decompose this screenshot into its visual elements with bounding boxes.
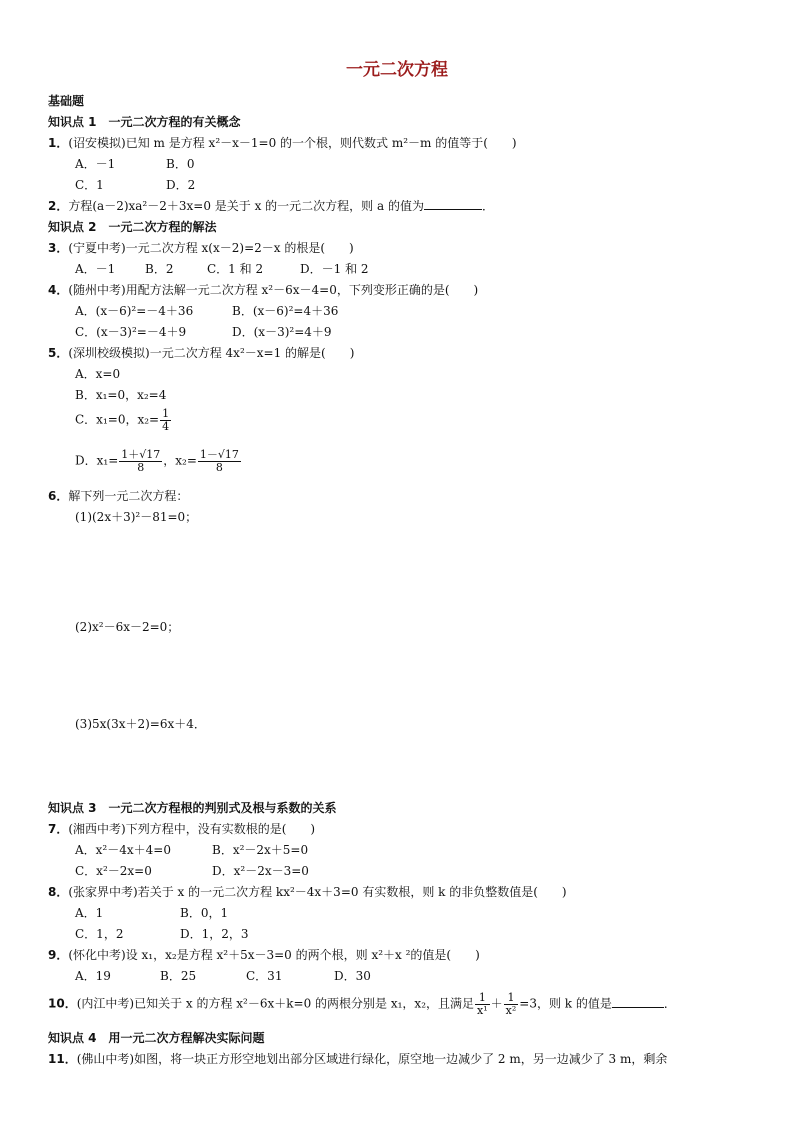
option-d xyxy=(75,449,242,473)
question-4 xyxy=(48,283,478,297)
option-c: C．(x－3)²=－4＋9 xyxy=(75,325,187,339)
question-number: 2． xyxy=(48,199,69,213)
fraction xyxy=(119,449,162,473)
numerator: 1 xyxy=(162,407,170,420)
question-text: (诏安模拟)已知 m 是方程 x²－x－1=0 的一个根，则代数式 m²－m 的值等于( ) xyxy=(68,136,517,150)
option-b: B．0 xyxy=(166,157,195,171)
page-title: 一元二次方程 xyxy=(346,60,448,80)
plus-sign: ＋ xyxy=(490,996,503,1011)
question-tail: ． xyxy=(663,996,676,1011)
option-d: D．1，2，3 xyxy=(180,927,249,941)
fraction xyxy=(475,992,490,1016)
sub-question-2: (2)x²－6x－2=0； xyxy=(75,620,180,634)
option-a: A．(x－6)²=－4＋36 xyxy=(75,304,194,318)
question-5 xyxy=(48,346,354,360)
question-number: 8． xyxy=(48,885,69,899)
question-1 xyxy=(48,136,517,150)
fraction xyxy=(160,408,171,432)
question-6 xyxy=(48,489,188,503)
numerator: 1 xyxy=(504,992,519,1005)
question-number: 6． xyxy=(48,489,69,503)
question-text: (佛山中考)如图，将一块正方形空地划出部分区域进行绿化，原空地一边减少了 2 m，另一边减少了 3 m，剩余 xyxy=(76,1052,668,1066)
question-text: =3，则 k 的值是 xyxy=(519,996,612,1011)
knowledge-point-4: 知识点 4 用一元二次方程解决实际问题 xyxy=(48,1031,265,1045)
answer-blank[interactable] xyxy=(424,199,482,210)
option-d: D．30 xyxy=(334,969,371,983)
option-text: D．x₁= xyxy=(75,453,119,468)
option-c: C．31 xyxy=(246,969,283,983)
question-2 xyxy=(48,199,494,213)
question-tail: ． xyxy=(481,199,494,213)
question-text: (张家界中考)若关于 x 的一元二次方程 kx²－4x＋3=0 有实数根，则 k 的非负整数值是( ) xyxy=(68,885,567,899)
option-a: A．－1 xyxy=(75,262,116,276)
question-text: (怀化中考)设 x₁，x₂是方程 x²＋5x－3=0 的两个根，则 x²＋x ²的值是( ) xyxy=(68,948,480,962)
option-text: C．x₁=0，x₂= xyxy=(75,412,160,427)
option-b: B．(x－6)²=4＋36 xyxy=(232,304,339,318)
denominator: 8 xyxy=(137,460,145,474)
option-a: A．19 xyxy=(75,969,111,983)
option-b: B．x₁=0，x₂=4 xyxy=(75,388,167,402)
question-number: 5． xyxy=(48,346,69,360)
question-text: (宁夏中考)一元二次方程 x(x－2)=2－x 的根是( ) xyxy=(68,241,354,255)
option-c: C．1 和 2 xyxy=(207,262,264,276)
fraction xyxy=(198,449,241,473)
knowledge-point-1: 知识点 1 一元二次方程的有关概念 xyxy=(48,115,241,129)
question-3 xyxy=(48,241,354,255)
denominator: x² xyxy=(505,1003,517,1017)
question-text: 方程(a－2)xa²－2＋3x=0 是关于 x 的一元二次方程，则 a 的值为 xyxy=(68,199,424,213)
option-text: ，x₂= xyxy=(163,453,197,468)
option-d: D．2 xyxy=(166,178,196,192)
question-number: 7． xyxy=(48,822,69,836)
option-c: C．1，2 xyxy=(75,927,124,941)
sub-question-3: (3)5x(3x＋2)=6x＋4． xyxy=(75,717,206,731)
question-number: 9． xyxy=(48,948,69,962)
denominator: x¹ xyxy=(477,1003,488,1017)
question-text: (随州中考)用配方法解一元二次方程 x²－6x－4=0，下列变形正确的是( ) xyxy=(68,283,479,297)
sub-question-1: (1)(2x＋3)²－81=0； xyxy=(75,510,198,524)
knowledge-point-2: 知识点 2 一元二次方程的解法 xyxy=(48,220,217,234)
fraction xyxy=(504,992,519,1016)
numerator: 1－√17 xyxy=(199,448,239,461)
option-a: A．x²－4x＋4=0 xyxy=(75,843,171,857)
answer-blank[interactable] xyxy=(612,997,664,1008)
option-a: A．1 xyxy=(75,906,104,920)
question-number: 4． xyxy=(48,283,69,297)
option-b: B．x²－2x＋5=0 xyxy=(212,843,309,857)
question-text: 解下列一元二次方程： xyxy=(68,489,189,503)
question-9 xyxy=(48,948,480,962)
numerator: 1＋√17 xyxy=(121,448,161,461)
question-10 xyxy=(48,992,676,1016)
section-heading: 基础题 xyxy=(48,94,85,108)
knowledge-point-3: 知识点 3 一元二次方程根的判别式及根与系数的关系 xyxy=(48,801,337,815)
option-a: A．－1 xyxy=(75,157,116,171)
question-number: 11． xyxy=(48,1052,77,1066)
question-number: 10． xyxy=(48,996,77,1011)
option-b: B．0，1 xyxy=(180,906,229,920)
option-b: B．2 xyxy=(145,262,174,276)
option-b: B．25 xyxy=(160,969,197,983)
denominator: 4 xyxy=(162,419,170,433)
question-8 xyxy=(48,885,567,899)
option-c: C．1 xyxy=(75,178,104,192)
denominator: 8 xyxy=(215,460,223,474)
option-c xyxy=(75,408,172,432)
question-7 xyxy=(48,822,315,836)
question-number: 1． xyxy=(48,136,69,150)
option-c: C．x²－2x=0 xyxy=(75,864,152,878)
question-text: (湘西中考)下列方程中，没有实数根的是( ) xyxy=(68,822,316,836)
option-d: D．x²－2x－3=0 xyxy=(212,864,309,878)
option-d: D．－1 和 2 xyxy=(300,262,369,276)
question-number: 3． xyxy=(48,241,69,255)
question-11 xyxy=(48,1052,667,1066)
option-d: D．(x－3)²=4＋9 xyxy=(232,325,332,339)
numerator: 1 xyxy=(475,992,490,1005)
option-a: A．x=0 xyxy=(75,367,121,381)
question-text: (内江中考)已知关于 x 的方程 x²－6x＋k=0 的两根分别是 x₁，x₂，且满足 xyxy=(76,996,475,1011)
question-text: (深圳校级模拟)一元二次方程 4x²－x=1 的解是( ) xyxy=(68,346,355,360)
